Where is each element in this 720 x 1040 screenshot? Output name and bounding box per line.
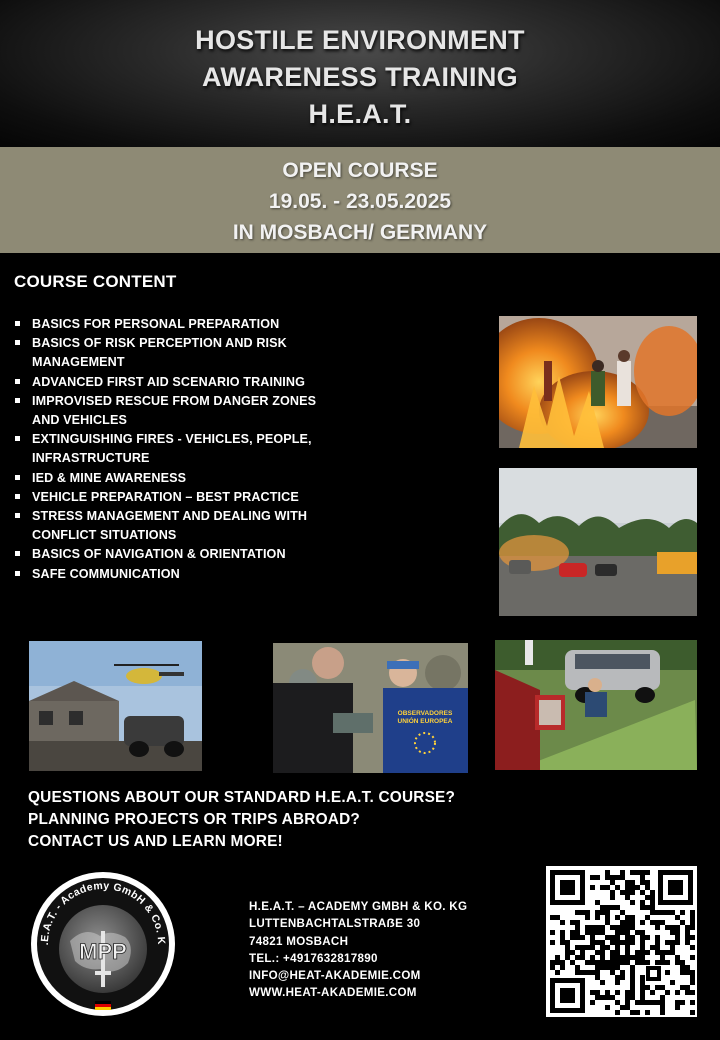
open-course-band bbox=[0, 147, 720, 253]
photo-car-rescue-scenario bbox=[495, 640, 697, 770]
academy-logo bbox=[30, 871, 176, 1017]
list-item-text: BASICS FOR PERSONAL PREPARATION bbox=[32, 317, 280, 331]
list-item bbox=[14, 507, 344, 545]
list-item bbox=[14, 469, 344, 488]
list-item bbox=[14, 488, 344, 507]
city: 74821 MOSBACH bbox=[249, 934, 349, 948]
question-line-3: CONTACT US AND LEARN MORE! bbox=[28, 833, 283, 850]
course-dates: 19.05. - 23.05.2025 bbox=[268, 190, 452, 213]
bullet-icon bbox=[15, 475, 20, 480]
phone[interactable]: TEL.: +4917632817890 bbox=[249, 951, 378, 965]
qr-code[interactable] bbox=[546, 866, 697, 1017]
bullet-icon bbox=[15, 494, 20, 499]
photo-street-scenario bbox=[499, 468, 697, 616]
list-item-text: BASICS OF RISK PERCEPTION AND RISK MANAGEMENT bbox=[32, 336, 287, 370]
list-item-text: IMPROVISED RESCUE FROM DANGER ZONES AND VEHICLES bbox=[32, 393, 317, 428]
list-item-text: IED & MINE AWARENESS bbox=[32, 470, 187, 485]
photo-fire-training bbox=[499, 316, 697, 448]
list-item-text: STRESS MANAGEMENT AND DEALING WITH CONFLICT SITUATIONS bbox=[32, 509, 308, 543]
contact-address-block bbox=[249, 898, 467, 1002]
bullet-icon bbox=[15, 379, 20, 384]
bullet-icon bbox=[15, 340, 20, 345]
vest-text-union: UNIÓN EUROPEA bbox=[397, 718, 453, 725]
list-item-text: EXTINGUISHING FIRES - VEHICLES, PEOPLE, INFRASTRUCTURE bbox=[32, 432, 312, 466]
header-banner bbox=[0, 0, 720, 147]
bullet-icon bbox=[15, 513, 20, 518]
course-content-title: COURSE CONTENT bbox=[14, 272, 177, 291]
header-title-line-1: HOSTILE ENVIRONMENT bbox=[195, 25, 525, 55]
photo-helicopter-scenario bbox=[29, 641, 202, 771]
list-item bbox=[14, 315, 344, 334]
list-item bbox=[14, 545, 344, 564]
header-title-line-3: H.E.A.T. bbox=[308, 99, 412, 129]
list-item bbox=[14, 392, 344, 430]
company-name: H.E.A.T. – ACADEMY GMBH & KO. KG bbox=[249, 900, 468, 913]
street-address: LUTTENBACHTALSTRAẞE 30 bbox=[249, 917, 421, 931]
open-course-label: OPEN COURSE bbox=[282, 159, 438, 182]
list-item bbox=[14, 430, 344, 468]
logo-center-text: MPP bbox=[79, 939, 127, 964]
list-item bbox=[14, 334, 344, 372]
header-title-line-2: AWARENESS TRAINING bbox=[202, 62, 518, 92]
course-location: IN MOSBACH/ GERMANY bbox=[232, 221, 488, 244]
photo-first-aid-scenario bbox=[273, 643, 468, 773]
course-content-list bbox=[14, 315, 344, 584]
list-item-text: SAFE COMMUNICATION bbox=[32, 566, 180, 581]
list-item bbox=[14, 373, 344, 392]
list-item bbox=[14, 565, 344, 584]
bullet-icon bbox=[15, 436, 20, 441]
bullet-icon bbox=[15, 398, 20, 403]
bullet-icon bbox=[15, 321, 20, 326]
question-line-2: PLANNING PROJECTS OR TRIPS ABROAD? bbox=[28, 811, 361, 828]
list-item-text: BASICS OF NAVIGATION & ORIENTATION bbox=[32, 547, 286, 562]
email-link[interactable]: INFO@HEAT-AKADEMIE.COM bbox=[249, 969, 421, 983]
question-line-1: QUESTIONS ABOUT OUR STANDARD H.E.A.T. COURSE? bbox=[28, 789, 456, 806]
bullet-icon bbox=[15, 571, 20, 576]
list-item-text: ADVANCED FIRST AID SCENARIO TRAINING bbox=[32, 374, 305, 389]
website-link[interactable]: WWW.HEAT-AKADEMIE.COM bbox=[249, 986, 417, 1000]
logo-ring-text: .E.A.T. - Academy GmbH & Co. K bbox=[38, 879, 168, 946]
vest-text-observers: OBSERVADORES bbox=[397, 710, 453, 717]
list-item-text: VEHICLE PREPARATION – BEST PRACTICE bbox=[32, 489, 299, 504]
contact-call-to-action bbox=[28, 787, 455, 853]
bullet-icon bbox=[15, 551, 20, 556]
